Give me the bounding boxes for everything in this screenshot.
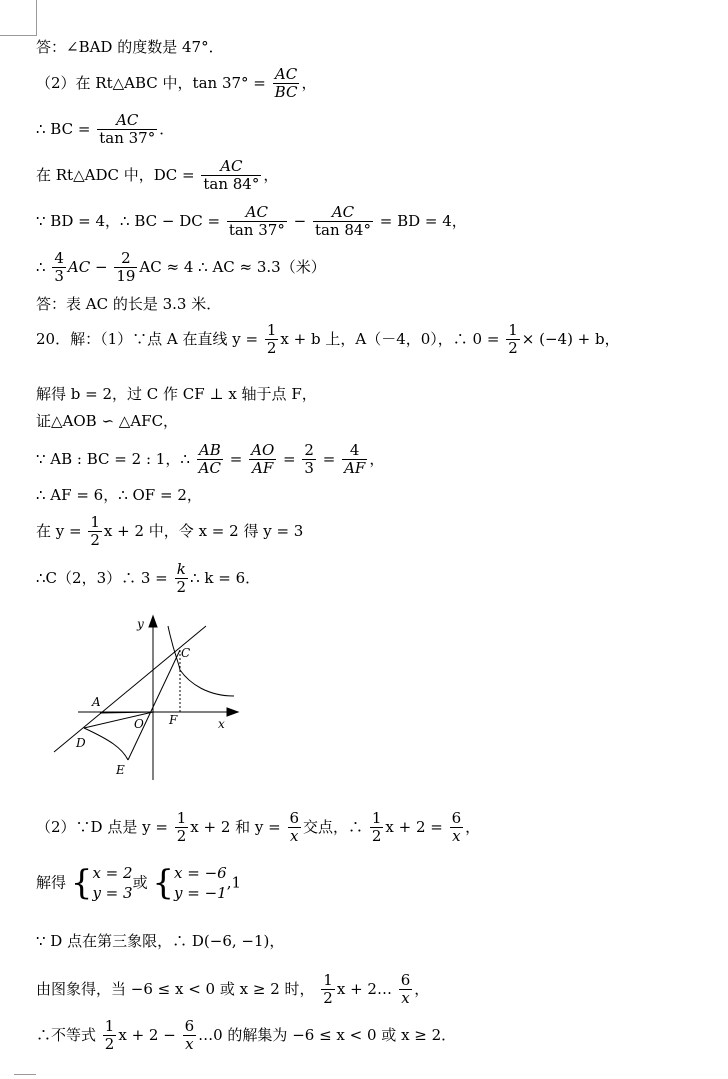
k-value-line: ∴C（2，3）∴ 3 = $\frac{k}{2}$ ∴ k = 6．: [36, 560, 261, 597]
label-a: A: [92, 695, 101, 709]
fraction: $\frac{1}{2}$: [371, 809, 382, 846]
inequality-solution-line: ∴不等式 $\frac{1}{2}$ x + 2 − $\frac{6}{x}$ …0 的解集为 −6 ≤ x < 0 或 x ≥ 2．: [36, 1017, 457, 1054]
ratio-line: ∵ AB : BC = 2 : 1，∴ $\frac{AB}{AC}$ = $\frac{AO}{AF}$ = $\frac{2}{3}$ = $\frac{4}{AF}$ ，: [36, 441, 385, 478]
label-o: O: [134, 717, 144, 731]
answer-line-1: 答：∠BAD 的度数是 47°．: [36, 38, 224, 56]
problem-20-line: 20．解：（1）∵点 A 在直线 y = $\frac{1}{2}$ x + b 上，A（－4，0），∴ 0 = $\frac{1}{2}$ × (−4) + b，: [36, 321, 620, 358]
fraction: $\frac{2}{3}$: [304, 441, 314, 478]
segment-ce: [128, 650, 180, 760]
graph-range-line: 由图象得，当 −6 ≤ x < 0 或 x ≥ 2 时， $\frac{1}{2}$ x + 2… $\frac{6}{x}$ ，: [36, 971, 430, 1008]
equation-bd: ∵ BD = 4，∴ BC − DC = $\frac{AC}{\tan 37^\circ}$ − $\frac{AC}{\tan 84^\circ}$ = BD = 4，: [36, 203, 467, 240]
fraction: $\frac{k}{2}$: [176, 560, 187, 597]
equation-tan37: （2）在 Rt△ABC 中，tan 37° = $\frac{AC}{BC}$ ，: [36, 65, 317, 102]
third-quadrant-line: ∵ D 点在第三象限，∴ D(−6, −1)，: [36, 932, 285, 950]
fraction: $\frac{1}{2}$: [508, 321, 518, 358]
intersection-line: （2）∵D 点是 y = $\frac{1}{2}$ x + 2 和 y = $\frac{6}{x}$ 交点，∴ $\frac{1}{2}$ x + 2 = $\frac{6}{x}$ ，: [36, 809, 481, 846]
fraction: $\frac{AC}{\tan 84^\circ}$: [203, 157, 260, 194]
fraction: $\frac{6}{x}$: [184, 1017, 195, 1054]
fraction: $\frac{4}{AF}$: [344, 441, 366, 478]
page-corner-mark: [14, 1074, 36, 1075]
label-y: y: [137, 617, 144, 631]
hyperbola-q1: [168, 626, 234, 696]
fraction: $\frac{1}{2}$: [323, 971, 333, 1008]
fraction: $\frac{1}{2}$: [176, 809, 187, 846]
af-of-line: ∴ AF = 6，∴ OF = 2，: [36, 486, 202, 504]
fraction: $\frac{6}{x}$: [400, 971, 411, 1008]
page-corner-mark: [36, 0, 37, 36]
fraction: $\frac{AC}{BC}$: [274, 65, 298, 102]
fraction: $\frac{AO}{AF}$: [251, 441, 275, 478]
system-solution-line: 解得 { x = 2 y = 3 或 { x = −6 y = −1 ,1: [36, 863, 242, 904]
line-ac: [54, 626, 206, 752]
fraction: $\frac{AC}{\tan 37^\circ}$: [228, 203, 285, 240]
answer-line-2: 答：表 AC 的长是 3.3 米．: [36, 295, 222, 313]
y-axis-arrow: [149, 616, 157, 627]
fraction: $\frac{1}{2}$: [266, 321, 277, 358]
substitute-line: 在 y = $\frac{1}{2}$ x + 2 中，令 x = 2 得 y = 3: [36, 513, 304, 550]
fraction: $\frac{1}{2}$: [104, 1017, 115, 1054]
fraction: $\frac{6}{x}$: [289, 809, 300, 846]
solve-b-line: 解得 b = 2，过 C 作 CF ⊥ x 轴于点 F，: [36, 385, 317, 403]
fraction: $\frac{2}{19}$: [116, 249, 136, 286]
equation-bc: ∴ BC = $\frac{AC}{\tan 37^\circ}$ ．: [36, 111, 175, 148]
fraction: $\frac{AC}{\tan 37^\circ}$: [99, 111, 156, 148]
fraction: $\frac{4}{3}$: [54, 249, 64, 286]
label-f: F: [169, 713, 178, 727]
graph-figure: [40, 612, 250, 792]
label-e: E: [116, 763, 125, 777]
page-corner-mark: [0, 35, 36, 36]
label-c: C: [181, 646, 191, 660]
x-axis-arrow: [227, 708, 238, 716]
fraction: $\frac{1}{2}$: [90, 513, 100, 550]
similar-triangles-line: 证△AOB ∽ △AFC，: [36, 412, 179, 430]
equation-ac-approx: ∴ $\frac{4}{3}$ AC − $\frac{2}{19}$ AC ≈ 4 ∴ AC ≈ 3.3（米）: [36, 249, 326, 286]
hyperbola-q3: [84, 728, 128, 760]
fraction: $\frac{AC}{\tan 84^\circ}$: [314, 203, 371, 240]
fraction: $\frac{6}{x}$: [451, 809, 462, 846]
fraction: $\frac{AB}{AC}$: [198, 441, 221, 478]
label-d: D: [76, 736, 86, 750]
equation-dc: 在 Rt△ADC 中，DC = $\frac{AC}{\tan 84^\circ}$ ，: [36, 157, 279, 194]
label-x: x: [218, 717, 225, 731]
